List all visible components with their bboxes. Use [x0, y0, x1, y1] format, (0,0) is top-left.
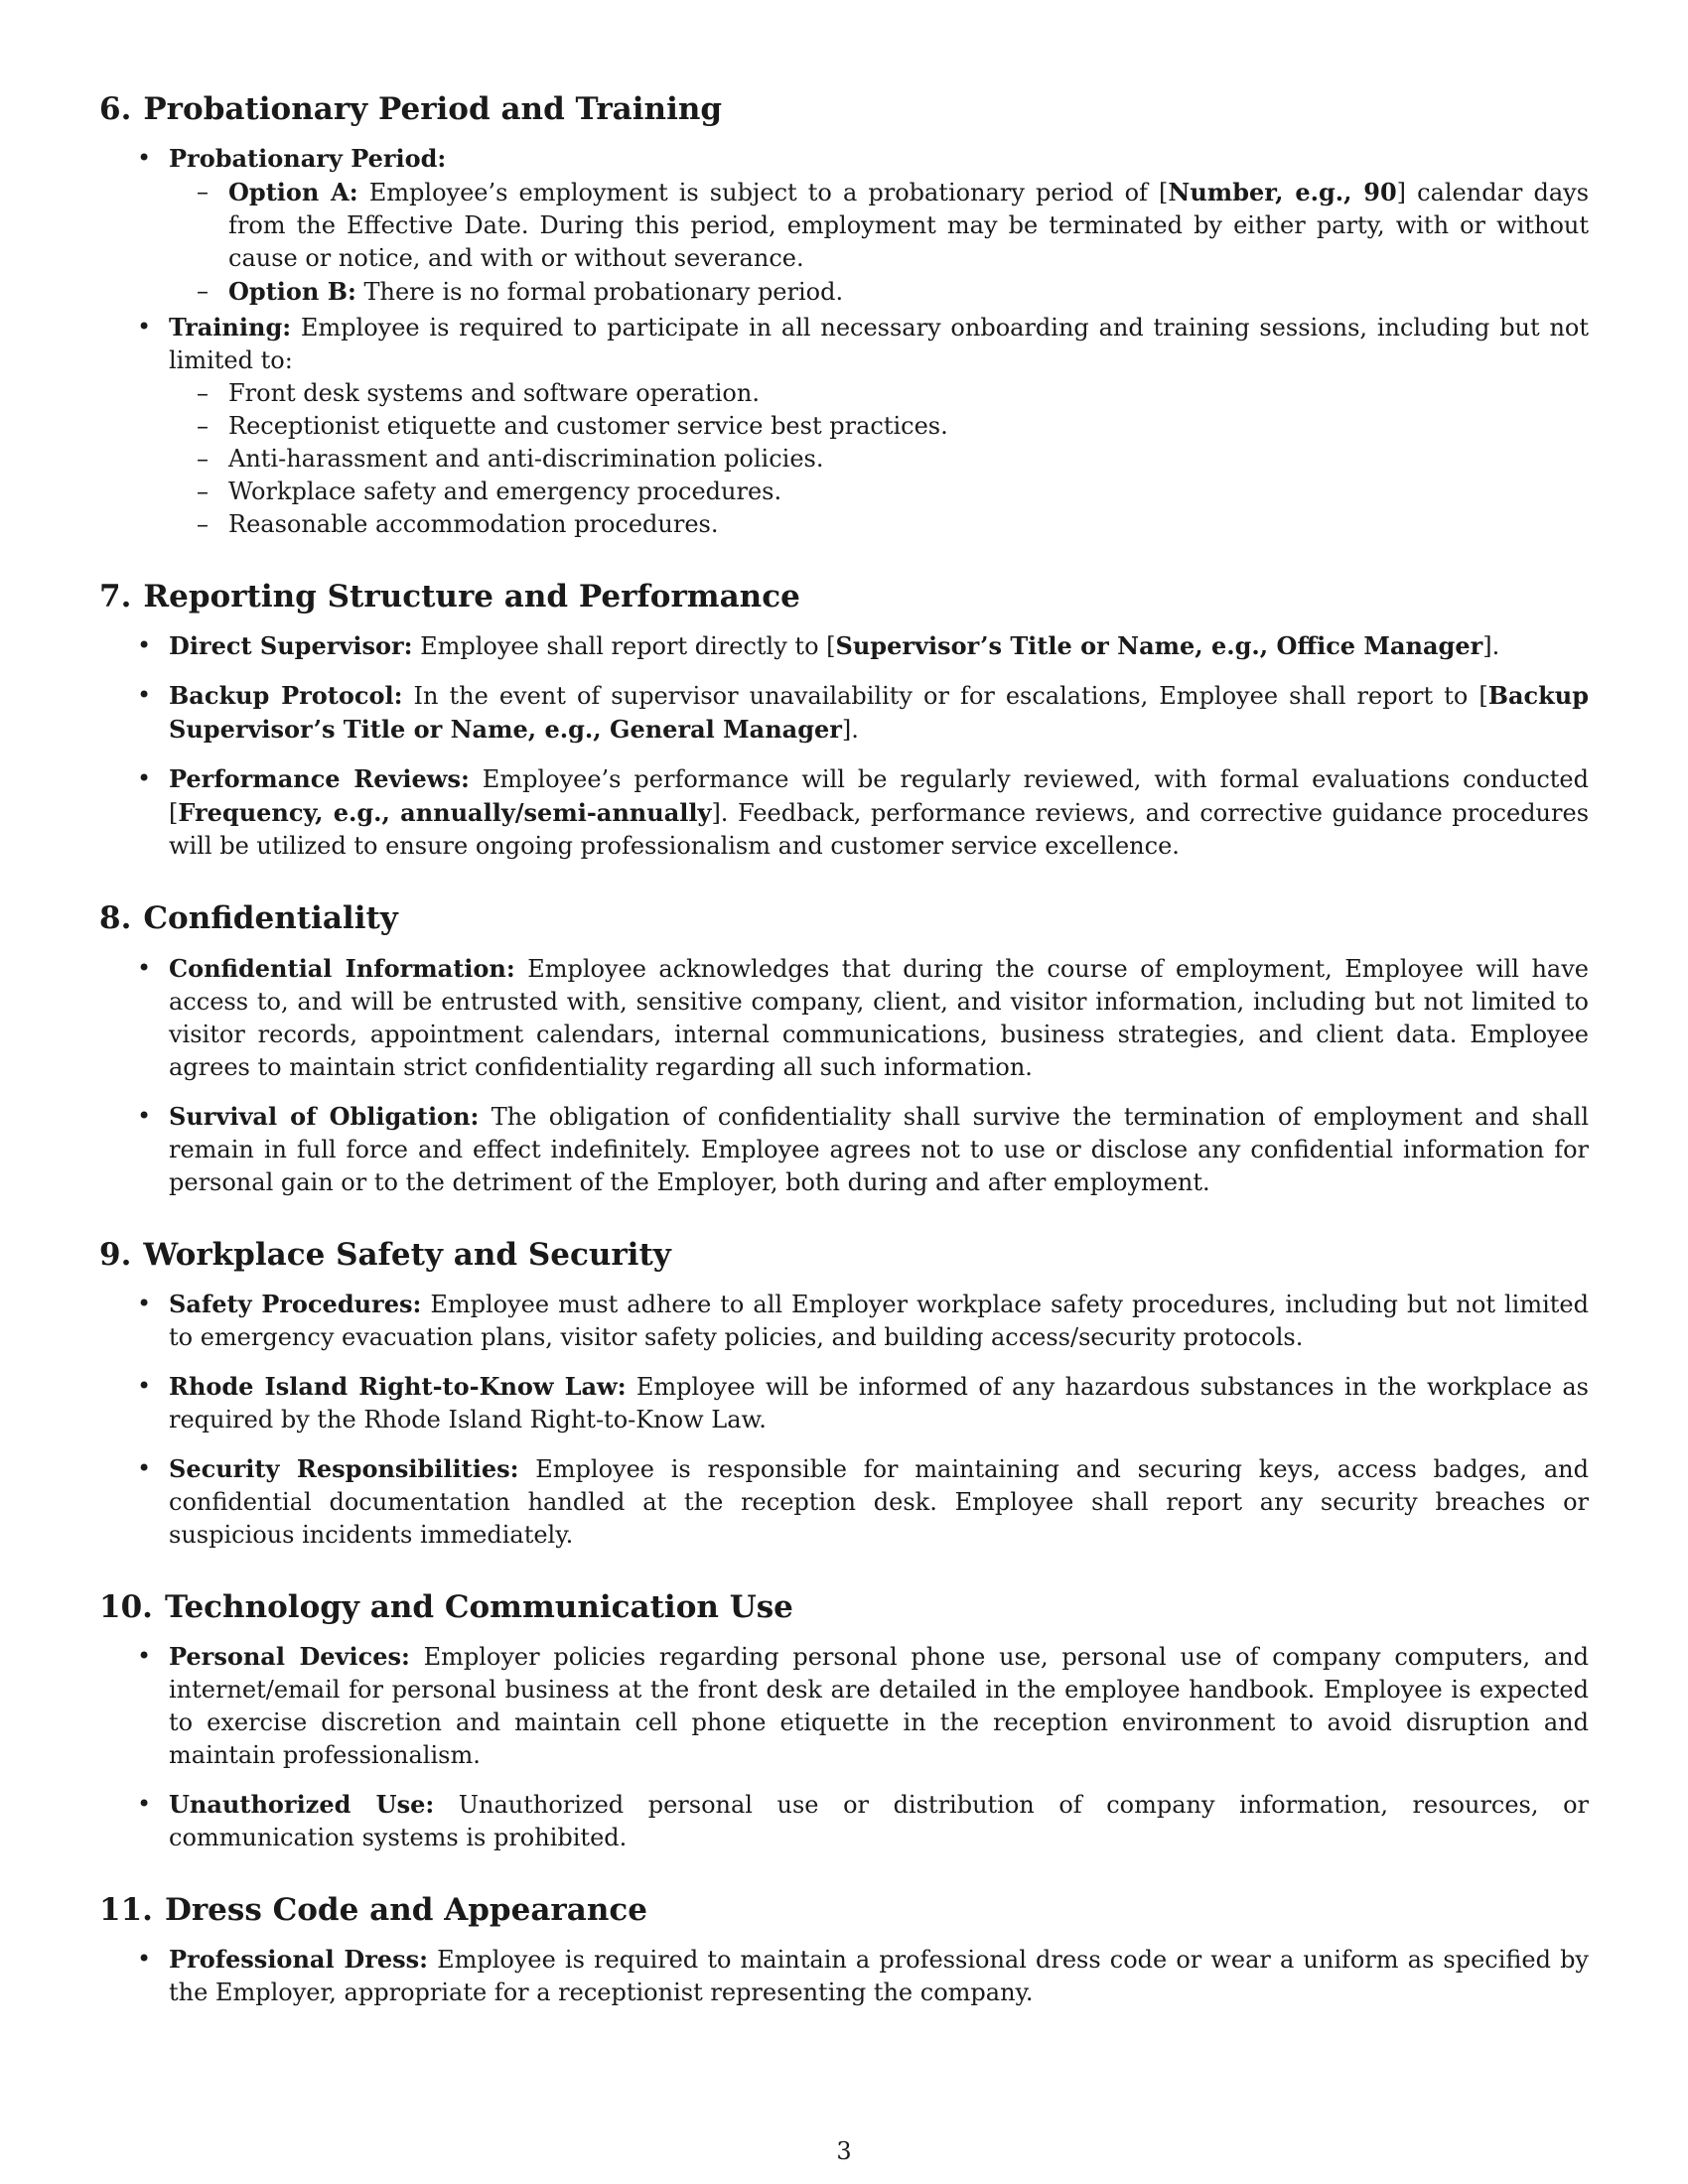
item-text: The obligation of confidentiality shall survive the termination of employment and shall remain in full force and effect indefinitely. Employee agrees not to use or disclose any confidential information for personal gain or to the detriment of the Employer, both during and after employment. — [169, 1102, 1589, 1196]
item-text: Employee is required to participate in all necessary onboarding and training sessions, including but not limited to: — [169, 314, 1589, 375]
section-11 — [99, 1892, 1589, 2009]
list-item — [99, 1640, 1589, 1772]
item-label: Training: — [169, 313, 292, 342]
item-text: Employee must adhere to all Employer workplace safety procedures, including but not limited to emergency evacuation plans, visitor safety policies, and building access/security protocols. — [169, 1290, 1589, 1351]
item-label: Direct Supervisor: — [169, 631, 413, 661]
item-label: Confidential Information: — [169, 953, 515, 983]
placeholder-text: Number, e.g., 90 — [1168, 178, 1397, 207]
list-item — [99, 1452, 1589, 1552]
section-title: Dress Code and Appearance — [164, 1891, 647, 1928]
section-title: Technology and Communication Use — [164, 1588, 793, 1625]
section-number: 9. — [99, 1236, 132, 1273]
list-item — [99, 952, 1589, 1084]
list-item — [99, 1100, 1589, 1199]
item-label: Performance Reviews: — [169, 764, 470, 794]
section-heading — [99, 1237, 1589, 1274]
sub-item: – Anti-harassment and anti-discrimination policies. — [169, 443, 1589, 476]
item-text: Employer policies regarding personal phone use, personal use of company computers, and internet/email for personal business at the front desk are detailed in the employee handbook. Employee is expected to exercise discretion and maintain cell phone etiquette in the reception environment to avoid disruption and maintain professionalism. — [169, 1642, 1589, 1769]
section-number: 6. — [99, 91, 132, 127]
sub-item-label: Option B: — [228, 277, 356, 307]
section-title: Probationary Period and Training — [143, 91, 723, 127]
sub-item-label: Option A: — [228, 178, 358, 207]
list-item — [99, 142, 1589, 309]
item-text: ]. — [841, 716, 859, 745]
placeholder-text: Backup Supervisor’s Title or Name, e.g., General Manager — [169, 681, 1589, 745]
document-body — [99, 91, 1589, 2047]
placeholder-text: Supervisor’s Title or Name, e.g., Office Manager — [835, 631, 1483, 661]
sub-item: – Receptionist etiquette and customer service best practices. — [169, 410, 1589, 443]
list-item — [99, 1288, 1589, 1354]
sub-item: – Workplace safety and emergency procedures. — [169, 476, 1589, 508]
item-label: Backup Protocol: — [169, 681, 403, 711]
section-number: 8. — [99, 900, 132, 937]
item-label: Probationary Period: — [169, 144, 447, 174]
list-item — [99, 629, 1589, 663]
item-label: Unauthorized Use: — [169, 1789, 435, 1819]
item-label: Safety Procedures: — [169, 1289, 422, 1318]
section-heading — [99, 1589, 1589, 1626]
section-number: 7. — [99, 579, 132, 615]
section-number: 10. — [99, 1588, 153, 1625]
sub-item: – Front desk systems and software operation. — [169, 377, 1589, 410]
item-label: Security Responsibilities: — [169, 1453, 519, 1483]
section-heading — [99, 579, 1589, 615]
list-item — [99, 1788, 1589, 1854]
sub-item-text: ] calendar days from the Effective Date. During this period, employment may be terminated by either party, with or without cause or notice, and with or without severance. — [228, 179, 1590, 273]
item-text: Employee acknowledges that during the course of employment, Employee will have access to, and will be entrusted with, sensitive company, client, and visitor information, including but not limited to visitor records, appointment calendars, internal communications, business strategies, and client data. Employee agrees to maintain strict confidentiality regarding all such information. — [169, 954, 1589, 1081]
section-7 — [99, 579, 1589, 863]
item-text: ]. Feedback, performance reviews, and corrective guidance procedures will be utilized to ensure ongoing professionalism and customer service excellence. — [169, 799, 1590, 861]
section-heading — [99, 900, 1589, 937]
list-item — [99, 679, 1589, 747]
section-6 — [99, 91, 1589, 541]
sub-item-text: Employee’s employment is subject to a probationary period of [ — [357, 179, 1169, 207]
section-10 — [99, 1589, 1589, 1854]
item-text: Employee is responsible for maintaining and securing keys, access badges, and confidential documentation handled at the reception desk. Employee shall report any security breaches or suspicious incidents immediately. — [169, 1454, 1589, 1549]
item-text: Unauthorized personal use or distribution of company information, resources, or communication systems is prohibited. — [169, 1790, 1589, 1851]
item-text: Employee is required to maintain a professional dress code or wear a uniform as specified by the Employer, appropriate for a receptionist representing the company. — [169, 1946, 1589, 2007]
list-item — [99, 762, 1589, 863]
section-heading — [99, 91, 1589, 128]
sub-item: – Reasonable accommodation procedures. — [169, 508, 1589, 541]
item-text: Employee shall report directly to [ — [412, 632, 836, 661]
section-title: Reporting Structure and Performance — [143, 579, 800, 615]
list-item — [99, 1370, 1589, 1436]
section-9 — [99, 1237, 1589, 1552]
item-label: Professional Dress: — [169, 1945, 428, 1975]
item-text: ]. — [1482, 632, 1500, 661]
item-text: In the event of supervisor unavailability or for escalations, Employee shall report to [ — [402, 682, 1488, 711]
item-label: Personal Devices: — [169, 1641, 410, 1671]
section-title: Confidentiality — [143, 900, 398, 937]
sub-item — [169, 176, 1589, 275]
item-text: Employee will be informed of any hazardous substances in the workplace as required by the Rhode Island Right-to-Know Law. — [169, 1372, 1589, 1433]
sub-item — [169, 275, 1589, 309]
item-label: Rhode Island Right-to-Know Law: — [169, 1371, 627, 1401]
section-heading — [99, 1892, 1589, 1929]
page-number: 3 — [836, 2137, 852, 2165]
placeholder-text: Frequency, e.g., annually/semi-annually — [178, 798, 712, 828]
section-8 — [99, 900, 1589, 1198]
list-item — [99, 1943, 1589, 2009]
item-text: Employee’s performance will be regularly reviewed, with formal evaluations conducted [ — [169, 765, 1589, 828]
item-label: Survival of Obligation: — [169, 1101, 480, 1131]
sub-item-text: There is no formal probationary period. — [355, 278, 844, 307]
list-item — [99, 311, 1589, 541]
section-number: 11. — [99, 1891, 153, 1928]
section-title: Workplace Safety and Security — [143, 1236, 671, 1273]
